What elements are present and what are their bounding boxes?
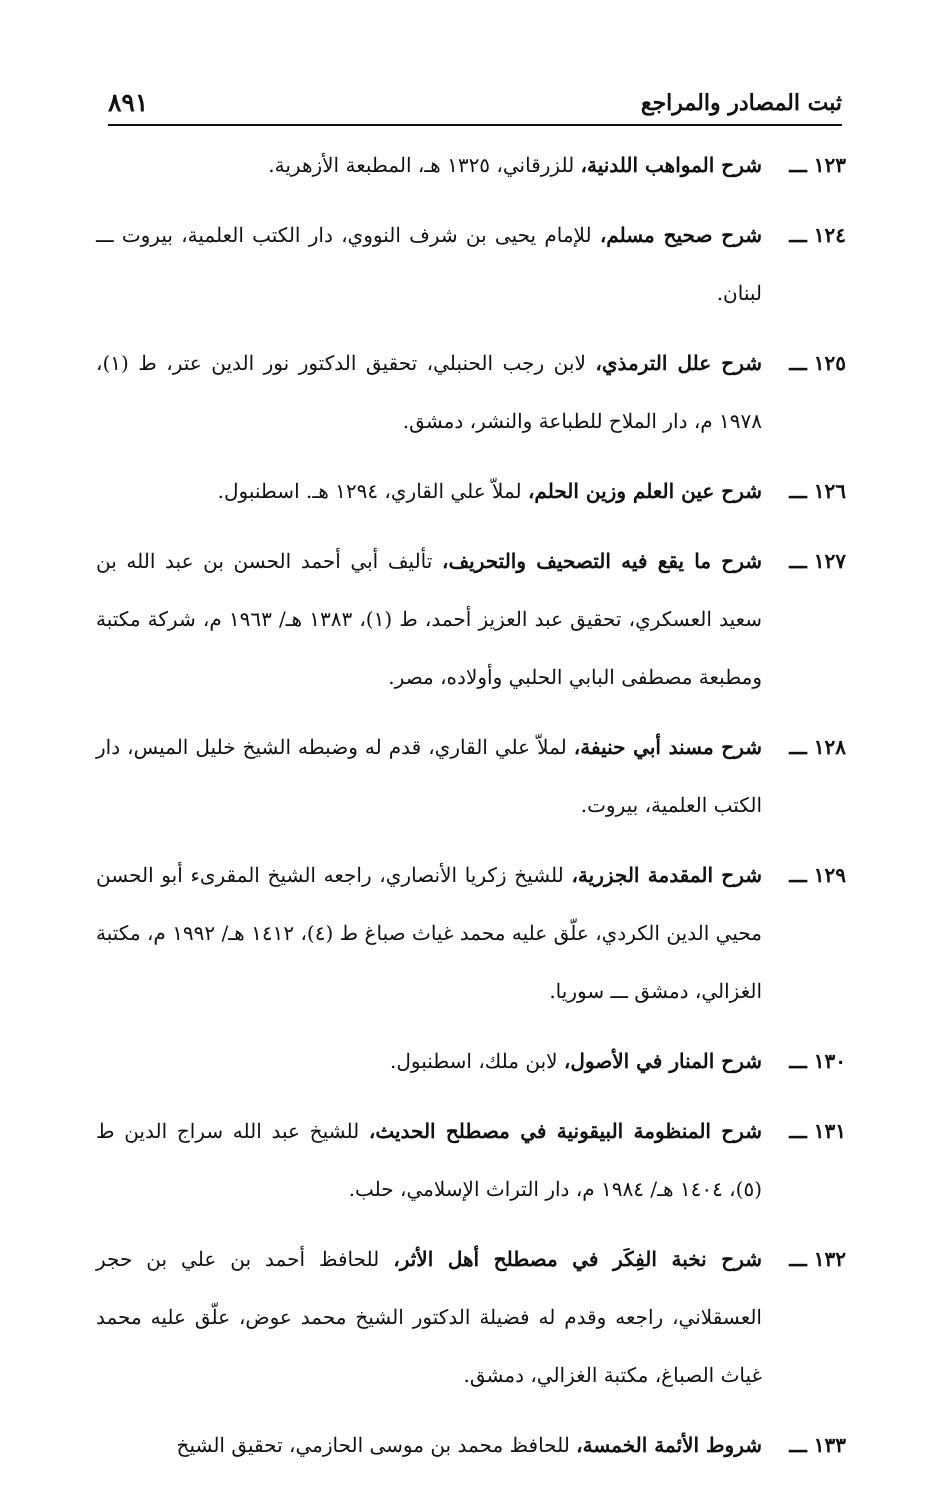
- entry-details: للحافظ محمد بن موسى الحازمي، تحقيق الشيخ: [176, 1433, 570, 1457]
- entry-details: للشيخ عبد الله سراج الدين ط (٥)، ١٤٠٤ هـ/ ١٩٨٤ م، دار التراث الإسلامي، حلب.: [96, 1119, 762, 1201]
- entry-title: شرح المنار في الأصول،: [563, 1049, 762, 1073]
- entry-number: ١٣٣ ـــ: [789, 1433, 846, 1457]
- page-number: ٨٩١: [108, 88, 149, 117]
- bibliography-entry: [96, 1102, 846, 1218]
- entry-title: شرح علل الترمذي،: [595, 351, 763, 375]
- entry-number: ١٢٨ ـــ: [789, 735, 846, 759]
- entry-number: ١٢٧ ـــ: [789, 549, 846, 573]
- entry-details: لملاّ علي القاري، قدم له وضبطه الشيخ خليل الميس، دار الكتب العلمية، بيروت.: [96, 735, 762, 817]
- bibliography-entry: [96, 206, 846, 322]
- entry-details: لابن رجب الحنبلي، تحقيق الدكتور نور الدين عتر، ط (١)، ١٩٧٨ م، دار الملاح للطباعة والنشر، دمشق.: [96, 351, 762, 433]
- entry-details: للإمام يحيى بن شرف النووي، دار الكتب العلمية، بيروت ـــ لبنان.: [96, 223, 762, 305]
- entry-title: شرح نخبة الفِكَر في مصطلح أهل الأثر،: [393, 1247, 763, 1271]
- running-header: [108, 88, 842, 126]
- entry-details: لابن ملك، اسطنبول.: [389, 1049, 558, 1073]
- bibliography-entry: [96, 1416, 846, 1474]
- bibliography-list: [96, 136, 846, 1486]
- entry-number: ١٢٦ ـــ: [789, 479, 846, 503]
- entry-number: ١٣٠ ـــ: [789, 1049, 846, 1073]
- entry-number: ١٢٥ ـــ: [789, 351, 846, 375]
- bibliography-entry: [96, 136, 846, 194]
- entry-details: للشيخ زكريا الأنصاري، راجعه الشيخ المقرىء أبو الحسن محيي الدين الكردي، علّق عليه محمد غياث صباغ ط (٤)، ١٤١٢ هـ/ ١٩٩٢ م، مكتبة الغزالي، دمشق ـــ سوريا.: [96, 863, 763, 1003]
- entry-number: ١٢٣ ـــ: [789, 153, 846, 177]
- entry-number: ١٣٢ ـــ: [789, 1247, 846, 1271]
- bibliography-entry: [96, 846, 846, 1020]
- entry-title: شرح المنظومة البيقونية في مصطلح الحديث،: [368, 1119, 762, 1143]
- bibliography-entry: [96, 334, 846, 450]
- entry-title: شرح المواهب اللدنية،: [580, 153, 762, 177]
- bibliography-entry: [96, 462, 846, 520]
- entry-title: شروط الأئمة الخمسة،: [576, 1433, 762, 1457]
- entry-title: شرح ما يقع فيه التصحيف والتحريف،: [441, 549, 763, 573]
- entry-title: شرح المقدمة الجزرية،: [571, 863, 763, 887]
- running-title: ثبت المصادر والمراجع: [640, 90, 842, 116]
- entry-details: للحافظ أحمد بن علي بن حجر العسقلاني، راجعه وقدم له فضيلة الدكتور الشيخ محمد عوض، علّق عليه محمد غياث الصباغ، مكتبة الغزالي، دمشق.: [96, 1247, 762, 1387]
- entry-title: شرح صحيح مسلم،: [599, 223, 762, 247]
- entry-number: ١٢٤ ـــ: [789, 223, 846, 247]
- entry-details: للزرقاني، ١٣٢٥ هـ، المطبعة الأزهرية.: [268, 153, 575, 177]
- entry-title: شرح مسند أبي حنيفة،: [573, 735, 763, 759]
- bibliography-entry: [96, 532, 846, 706]
- entry-details: لملاّ علي القاري، ١٢٩٤ هـ. اسطنبول.: [217, 479, 522, 503]
- entry-details: تأليف أبي أحمد الحسن بن عبد الله بن سعيد العسكري، تحقيق عبد العزيز أحمد، ط (١)، ١٣٨٣ هـ/ ١٩٦٣ م، شركة مكتبة ومطبعة مصطفى البابي الحلبي وأولاده، مصر.: [96, 549, 763, 689]
- entry-number: ١٢٩ ـــ: [789, 863, 846, 887]
- bibliography-entry: [96, 718, 846, 834]
- bibliography-entry: [96, 1032, 846, 1090]
- entry-number: ١٣١ ـــ: [789, 1119, 846, 1143]
- bibliography-entry: [96, 1230, 846, 1404]
- entry-title: شرح عين العلم وزين الحلم،: [527, 479, 762, 503]
